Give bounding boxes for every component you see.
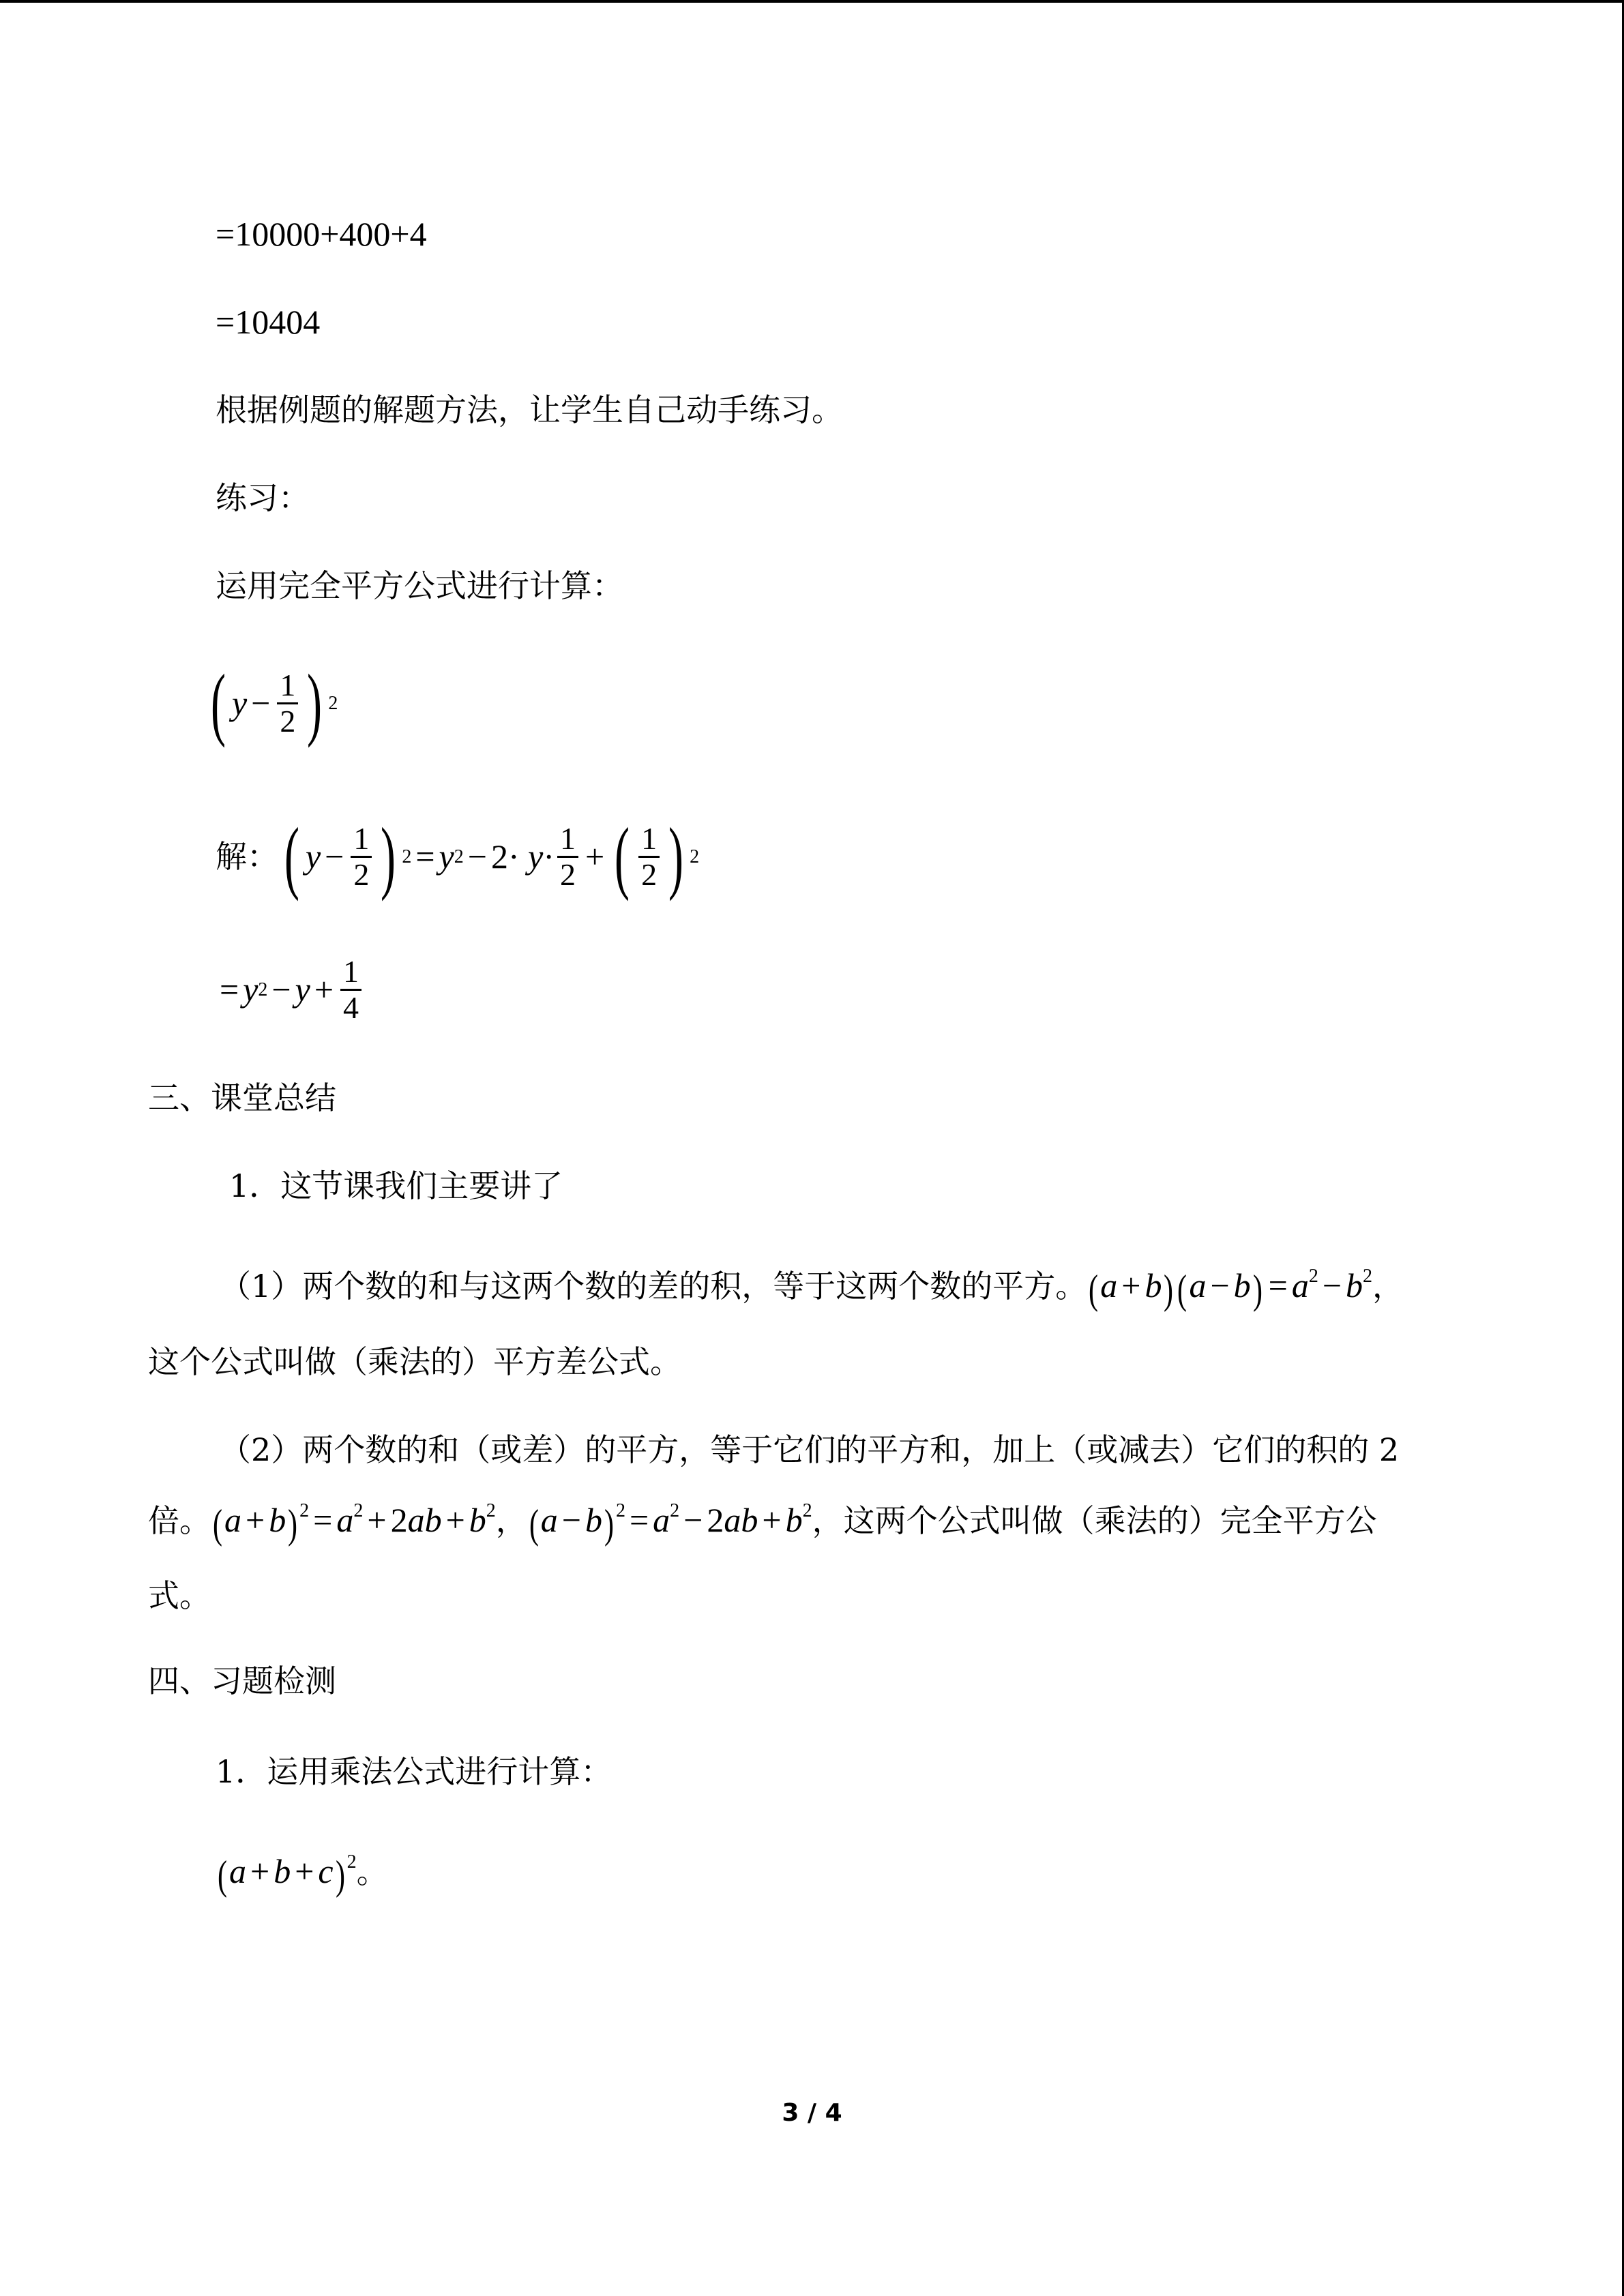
summary-paragraph-2: （2）两个数的和（或差）的平方，等于它们的平方和，加上（或减去）它们的积的 2 [220, 1431, 1400, 1468]
section-3-heading: 三、课堂总结 [148, 1079, 336, 1116]
practice-expression [205, 658, 338, 763]
page-number: 3 / 4 [782, 2099, 842, 2127]
section-4-heading: 四、习题检测 [148, 1663, 336, 1699]
solution-line: 解： ( y − $\frac{1}{2}$ ) 2 = y 2 − 2· y · $\frac{1}{2}$ + ( $\frac{1}{2}$ ) 2 [216, 811, 700, 901]
practice-formula: ( y − $\frac{1}{2}$ ) 2 [210, 657, 338, 748]
solution-label: 解： [216, 838, 278, 875]
summary-paragraph-2-end: 式。 [148, 1577, 211, 1614]
calc-step-2: =10404 [216, 303, 321, 341]
summary-paragraph-1: （1）两个数的和与这两个数的差的积，等于这两个数的平方。$(a + b)(a - b) = a^2 - b^2$， [220, 1266, 1404, 1312]
exercise-item-1: 1．运用乘法公式进行计算： [216, 1753, 612, 1790]
solution-result: = y 2 − y + $\frac{1}{4}$ [216, 951, 364, 1028]
exercise-formula: (a + b + c) $^2$ [217, 1851, 357, 1898]
summary-item-1: 1．这节课我们主要讲了 [229, 1167, 563, 1204]
summary-paragraph-2-formulas: 倍。(a + b) $^2 = a^2 + 2ab + b^2$，(a − b) $^2 = a^2 - 2ab + b^2$，这两个公式叫做（乘法的）完全平方公 [148, 1500, 1377, 1547]
summary-p1-text: （1）两个数的和与这两个数的差的积，等于这两个数的平方。 [220, 1268, 1087, 1304]
practice-prompt: 运用完全平方公式进行计算： [216, 567, 623, 604]
instruction-text: 根据例题的解题方法，让学生自己动手练习。 [216, 391, 843, 428]
diff-of-squares-formula: $(a + b)(a - b) = a^2 - b^2$ [1089, 1266, 1373, 1312]
square-sum-formula: (a + b) $^2 = a^2 + 2ab + b^2$ [212, 1500, 496, 1547]
practice-label: 练习： [216, 479, 310, 516]
square-diff-formula: (a − b) $^2 = a^2 - 2ab + b^2$ [529, 1500, 812, 1547]
page-top-border [0, 0, 1624, 3]
calc-step-1: =10000+400+4 [216, 215, 427, 253]
summary-paragraph-1-continued: 这个公式叫做（乘法的）平方差公式。 [148, 1343, 681, 1380]
exercise-expression: (a + b + c) $^2$。 [216, 1842, 388, 1896]
